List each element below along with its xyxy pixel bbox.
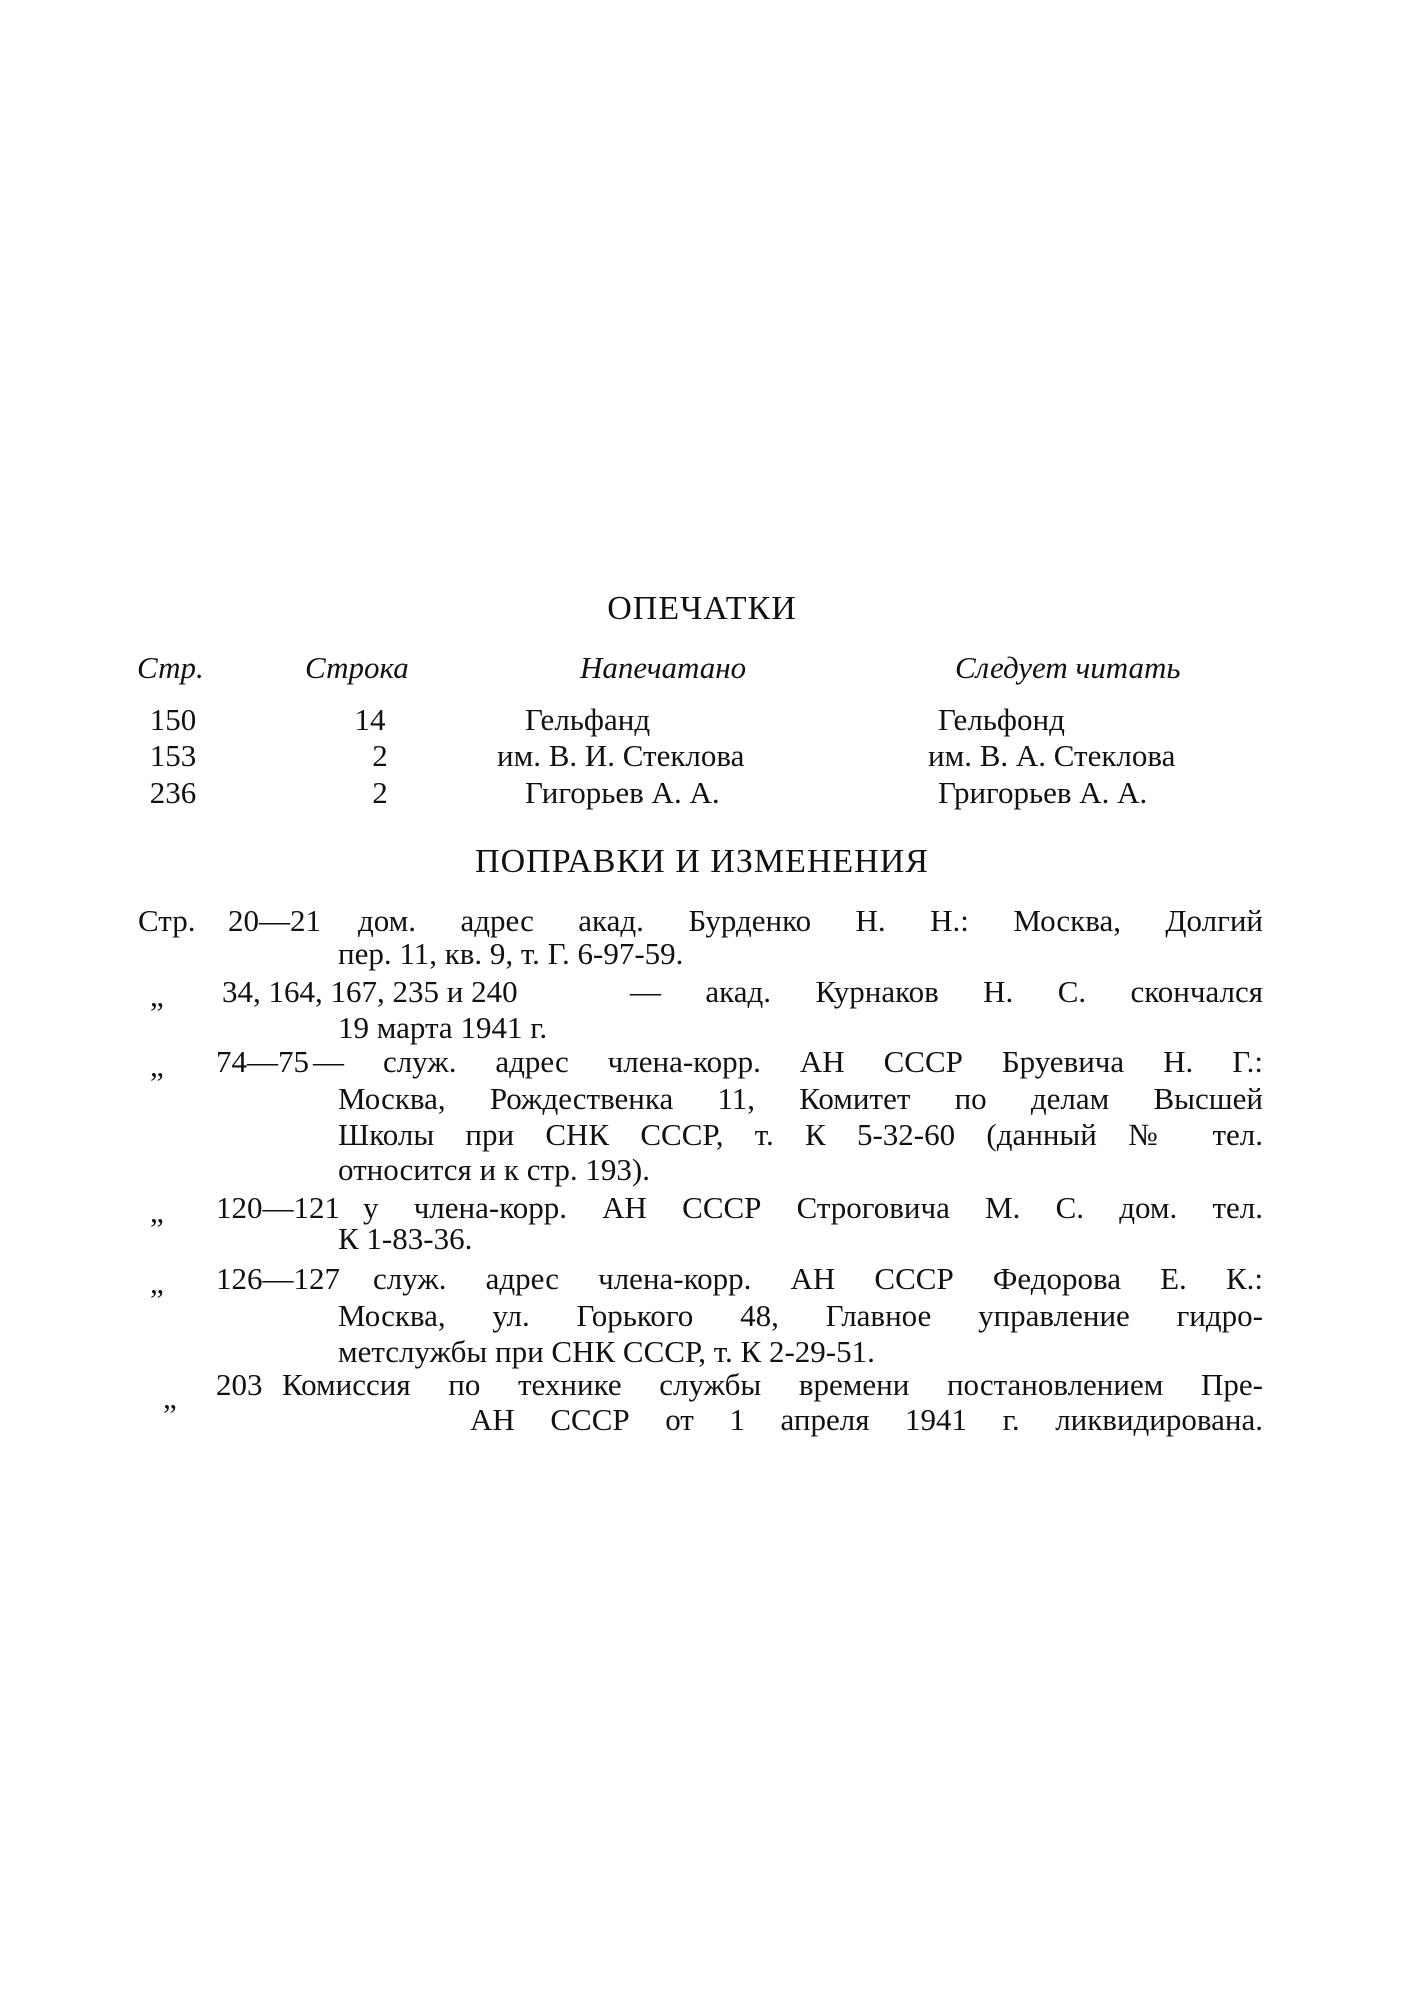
errata-line: 2 <box>372 775 388 810</box>
entry-pages: 203 <box>216 1367 263 1402</box>
errata-printed: Гельфанд <box>525 702 651 737</box>
entry-pages: 126—127 <box>216 1261 340 1296</box>
entry-text-line: Москва, Рождественка 11, Комитет по делам Высшей <box>338 1081 1263 1116</box>
entry-text-line: у члена-корр. АН СССР Строговича М. С. дом. тел. <box>363 1190 1263 1225</box>
errata-read: Гельфонд <box>938 702 1065 737</box>
entry-text-line: дом. адрес акад. Бурденко Н. Н.: Москва, Долгий <box>358 903 1263 938</box>
entry-text-line: пер. 11, кв. 9, т. Г. 6-97-59. <box>338 936 684 971</box>
entry-text-line: — акад. Курнаков Н. С. скончался <box>630 974 1263 1009</box>
entry-marker: „ <box>163 1380 177 1415</box>
entry-text-line: Москва, ул. Горького 48, Главное управление гидро- <box>338 1298 1263 1333</box>
entry-pages: 74—75 <box>216 1044 309 1079</box>
corrections-title: ПОПРАВКИ И ИЗМЕНЕНИЯ <box>475 843 929 880</box>
entry-pages: 120—121 <box>216 1190 340 1225</box>
entry-text-line: служ. адрес члена-корр. АН СССР Федорова Е. К.: <box>373 1261 1263 1296</box>
entry-pages: 34, 164, 167, 235 и 240 <box>222 974 518 1009</box>
col-header-read: Следует читать <box>955 650 1181 685</box>
entry-marker: Стр. <box>138 903 196 938</box>
errata-read: Григорьев А. А. <box>938 775 1148 810</box>
col-header-printed: Напечатано <box>580 650 747 685</box>
errata-read: им. В. А. Стеклова <box>928 738 1176 773</box>
entry-text-line: относится и к стр. 193). <box>338 1152 650 1187</box>
errata-page: 153 <box>149 738 197 773</box>
entry-text-line: — служ. адрес члена-корр. АН СССР Бруевича Н. Г.: <box>313 1044 1263 1079</box>
errata-printed: Гигорьев А. А. <box>525 775 720 810</box>
entry-marker: „ <box>150 1194 164 1229</box>
entry-marker: „ <box>150 1048 164 1083</box>
errata-line: 14 <box>354 702 386 737</box>
entry-marker: „ <box>150 1265 164 1300</box>
col-header-page: Стр. <box>137 650 204 685</box>
entry-text-line: АН СССР от 1 апреля 1941 г. ликвидирована. <box>470 1402 1263 1437</box>
errata-page: 236 <box>149 775 197 810</box>
entry-text-line: 19 марта 1941 г. <box>338 1010 548 1045</box>
entry-text-line: метслужбы при СНК СССР, т. К 2-29-51. <box>338 1334 875 1369</box>
entry-marker: „ <box>150 978 164 1013</box>
entry-text-line: К 1-83-36. <box>338 1221 473 1256</box>
errata-line: 2 <box>372 738 388 773</box>
errata-printed: им. В. И. Стеклова <box>497 738 745 773</box>
errata-title: ОПЕЧАТКИ <box>607 590 797 627</box>
entry-text-line: Комиссия по технике службы времени постановлением Пре- <box>282 1367 1263 1402</box>
col-header-line: Строка <box>305 650 409 685</box>
entry-pages: 20—21 <box>228 903 321 938</box>
entry-text-line: Школы при СНК СССР, т. К 5-32-60 (данный № тел. <box>338 1117 1263 1152</box>
errata-page: 150 <box>149 702 197 737</box>
